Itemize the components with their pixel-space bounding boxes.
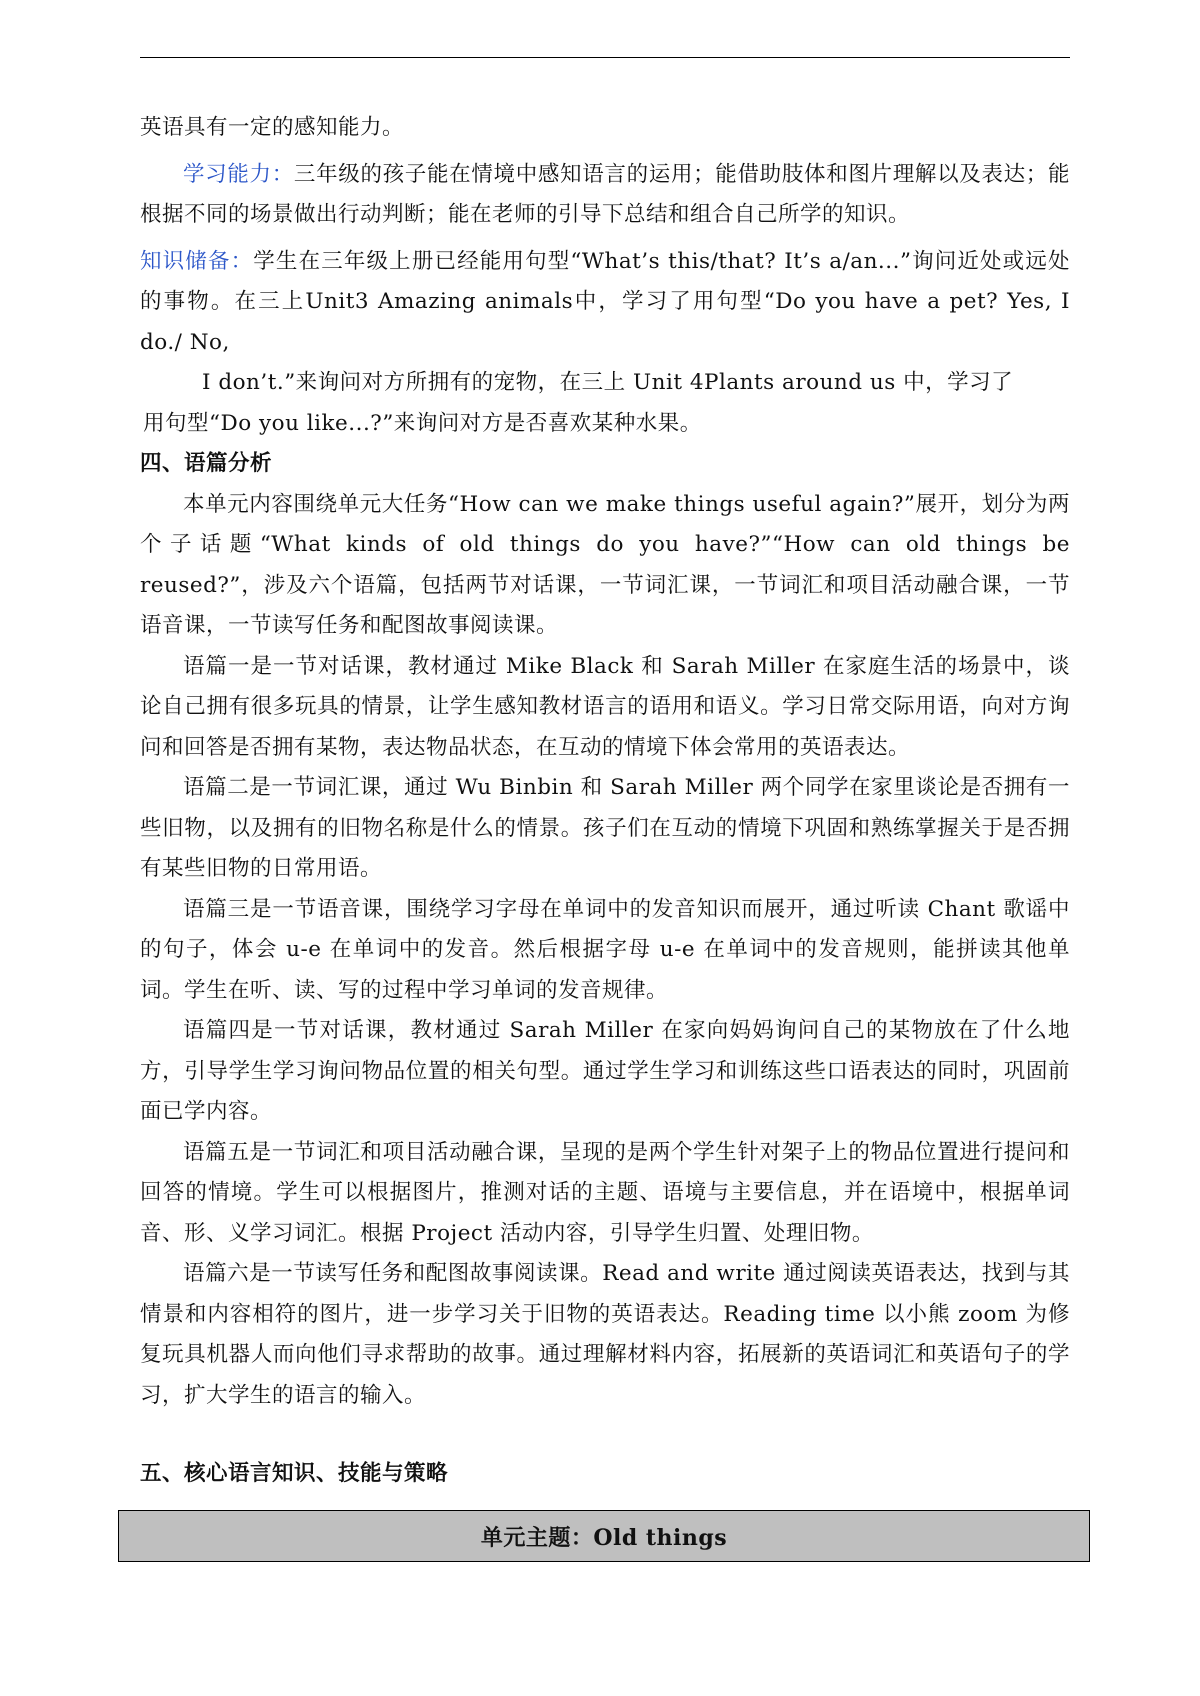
label-learning-ability: 学习能力： [183,161,294,187]
paragraph-text-four: 语篇四是一节对话课，教材通过 Sarah Miller 在家向妈妈询问自己的某物放在了什么地方，引导学生学习询问物品位置的相关句型。通过学生学习和训练这些口语表达的同时，巩固前面已学内容。 [140,1018,1070,1124]
paragraph-learning-ability [140,155,1070,236]
paragraph-text-two: 语篇二是一节词汇课，通过 Wu Binbin 和 Sarah Miller 两个同学在家里谈论是否拥有一些旧物，以及拥有的旧物名称是什么的情景。孩子们在互动的情境下巩固和熟练掌握关于是否拥有某些旧物的日常用语。 [140,775,1070,881]
text-learning-ability: 三年级的孩子能在情境中感知语言的运用；能借助肢体和图片理解以及表达；能根据不同的场景做出行动判断；能在老师的引导下总结和组合自己所学的知识。 [140,161,1070,227]
paragraph-text-three: 语篇三是一节语音课，围绕学习字母在单词中的发音知识而展开，通过听读 Chant 歌谣中的句子，体会 u-e 在单词中的发音。然后根据字母 u-e 在单词中的发音规则，能拼读其他单词。学生在听、读、写的过程中学习单词的发音规律。 [140,896,1070,1003]
unit-theme-table-header [118,1510,1090,1562]
paragraph-text-five: 语篇五是一节词汇和项目活动融合课，呈现的是两个学生针对架子上的物品位置进行提问和回答的情境。学生可以根据图片，推测对话的主题、语境与主要信息，并在语境中，根据单词音、形、义学习词汇。根据 Project 活动内容，引导学生归置、处理旧物。 [140,1139,1070,1246]
text-knowledge-reserve: 学生在三年级上册已经能用句型“What’s this/that? It’s a/an...”询问近处或远处的事物。在三上Unit3 Amazing animals中，学习了用句型“Do you have a pet? Yes, I do./ No, [140,248,1070,355]
knowledge-reserve-line2: I don’t.”来询问对方所拥有的宠物，在三上 Unit 4Plants around us 中，学习了 [202,370,1014,395]
knowledge-reserve-line3: 用句型“Do you like...?”来询问对方是否喜欢某种水果。 [143,410,702,436]
unit-theme-title: 单元主题：Old things [480,1524,728,1551]
paragraph-text-six: 语篇六是一节读写任务和配图故事阅读课。Read and write 通过阅读英语表达，找到与其情景和内容相符的图片，进一步学习关于旧物的英语表达。Reading time 以小熊 zoom 为修复玩具机器人而向他们寻求帮助的故事。通过理解材料内容，拓展新的英语词汇和英语句子的学习，扩大学生的语言的输入。 [140,1261,1070,1408]
paragraph-unit-intro: 本单元内容围绕单元大任务“How can we make things useful again?”展开，划分为两个子话题“What kinds of old things do you have?”“How can old things be reused?”，涉及六个语篇，包括两节对话课，一节词汇课，一节词汇和项目活动融合课，一节语音课，一节读写任务和配图故事阅读课。 [140,491,1070,638]
document-body [140,108,1070,1495]
paragraph-continued: 英语具有一定的感知能力。 [140,115,405,140]
paragraph-text-one: 语篇一是一节对话课，教材通过 Mike Black 和 Sarah Miller 在家庭生活的场景中，谈论自己拥有很多玩具的情景，让学生感知教材语言的语用和语义。学习日常交际用语，向对方询问和回答是否拥有某物，表达物品状态，在互动的情境下体会常用的英语表达。 [140,653,1070,760]
header-rule [140,57,1070,58]
section-heading-core-knowledge: 五、核心语言知识、技能与策略 [140,1461,449,1486]
label-knowledge-reserve: 知识储备： [140,248,254,274]
paragraph-knowledge-reserve [140,242,1070,364]
section-heading-text-analysis: 四、语篇分析 [140,451,273,476]
